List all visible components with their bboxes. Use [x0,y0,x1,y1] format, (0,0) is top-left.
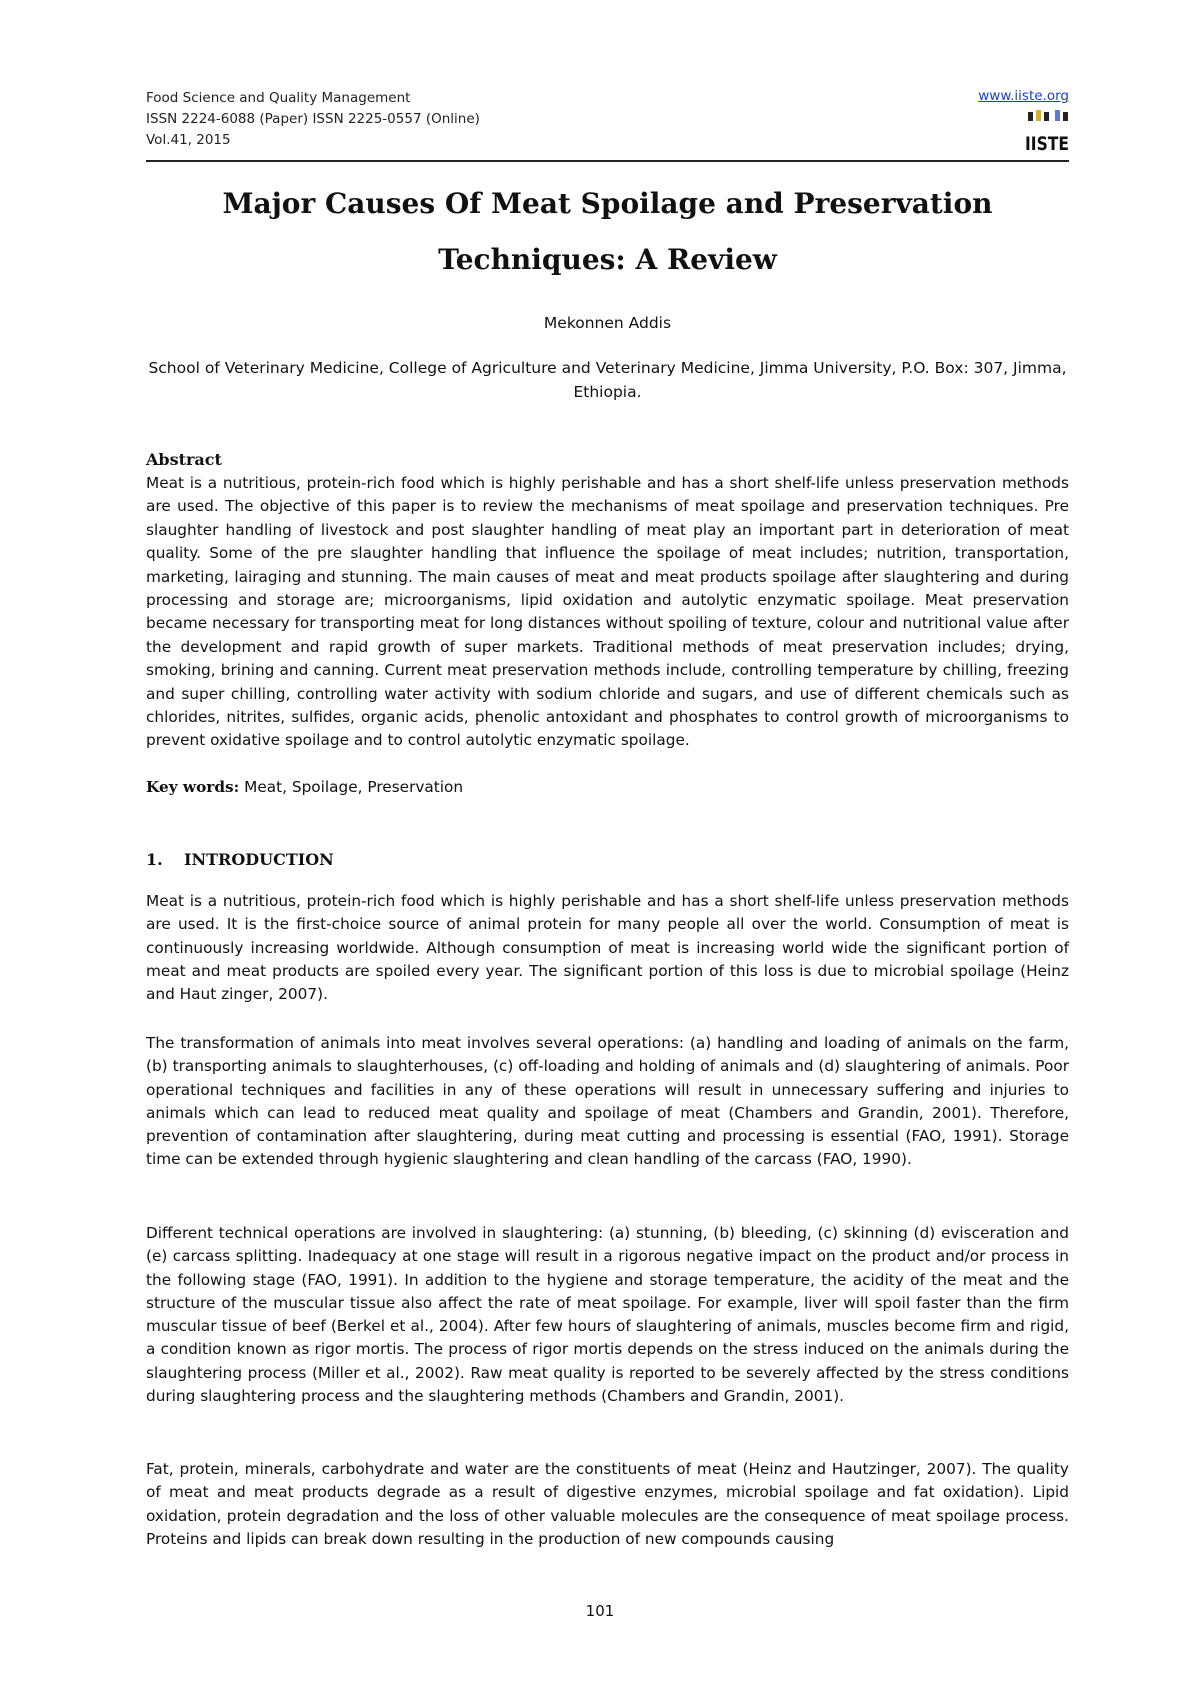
journal-website-link[interactable]: www.iiste.org [978,88,1069,104]
abstract-text: Meat is a nutritious, protein-rich food which is highly perishable and has a short shelf-life unless preservation methods are used. The objective of this paper is to review the mechanisms of meat spoilage and preservation techniques. Pre slaughter handling of livestock and post slaughter handling of meat play an important part in deterioration of meat quality. Some of the pre slaughter handling that influence the spoilage of meat includes; nutrition, transportation, marketing, lairaging and stunning. The main causes of meat and meat products spoilage after slaughtering and during processing and storage are; microorganisms, lipid oxidation and autolytic enzymatic spoilage. Meat preservation became necessary for transporting meat for long distances without spoiling of texture, colour and nutritional value after the development and rapid growth of super markets. Traditional methods of meat preservation includes; drying, smoking, brining and canning. Current meat preservation methods include, controlling temperature by chilling, freezing and super chilling, controlling water activity with sodium chloride and sugars, and use of different chemicals such as chlorides, nitrites, sulfides, organic acids, phenolic antoxidant and phosphates to control growth of microorganisms to prevent oxidative spoilage and to control autolytic enzymatic spoilage. [146,474,1070,750]
abstract-heading: Abstract [146,450,222,469]
section-heading [146,850,334,869]
journal-name: Food Science and Quality Management [146,90,411,106]
author-affiliation: School of Veterinary Medicine, College of Agriculture and Veterinary Medicine, Jimma University, P.O. Box: 307, Jimma, Ethiopia. [148,359,1067,401]
header-rule [146,160,1069,162]
logo-text: IISTE [1025,133,1069,155]
iiste-logo [1024,110,1070,154]
keywords-list: Meat, Spoilage, Preservation [244,778,464,796]
keywords [146,778,463,796]
keywords-label: Key words: [146,778,240,796]
body-paragraph: Different technical operations are involved in slaughtering: (a) stunning, (b) bleeding, (c) skinning (d) evisceration and (e) carcass splitting. Inadequacy at one stage will result in a rigorous negative impact on the product and/or process in the following stage (FAO, 1991). In addition to the hygiene and storage temperature, the acidity of the meat and the structure of the muscular tissue also affect the rate of meat spoilage. For example, liver will spoil faster than the firm muscular tissue of beef (Berkel et al., 2004). After few hours of slaughtering of animals, muscles become firm and rigid, a condition known as rigor mortis. The process of rigor mortis depends on the stress induced on the animals during the slaughtering process (Miller et al., 2002). Raw meat quality is reported to be severely affected by the stress conditions during slaughtering process and the slaughtering methods (Chambers and Grandin, 2001). [146,1224,1069,1406]
body-paragraph: The transformation of animals into meat involves several operations: (a) handling and loading of animals on the farm, (b) transporting animals to slaughterhouses, (c) off-loading and holding of animals and (d) slaughtering of animals. Poor operational techniques and facilities in any of these operations will result in unnecessary suffering and injuries to animals which can lead to reduced meat quality and spoilage of meat (Chambers and Grandin, 2001). Therefore, prevention of contamination after slaughtering, during meat cutting and processing is essential (FAO, 1991). Storage time can be extended through hygienic slaughtering and clean handling of the carcass (FAO, 1990). [146,1034,1069,1169]
body-paragraph: Fat, protein, minerals, carbohydrate and water are the constituents of meat (Heinz and Hautzinger, 2007). The quality of meat and meat products degrade as a result of digestive enzymes, microbial spoilage and fat oxidation). Lipid oxidation, protein degradation and the loss of other valuable molecules are the consequence of meat spoilage process. Proteins and lipids can break down resulting in the production of new compounds causing [146,1460,1069,1548]
body-paragraph: Meat is a nutritious, protein-rich food which is highly perishable and has a short shelf-life unless preservation methods are used. It is the first-choice source of animal protein for many people all over the world. Consumption of meat is continuously increasing worldwide. Although consumption of meat is increasing world wide the significant portion of meat and meat products are spoiled every year. The significant portion of this loss is due to microbial spoilage (Heinz and Haut zinger, 2007). [146,892,1069,1004]
section-number: 1. [146,850,163,869]
page-number: 101 [585,1602,615,1620]
journal-issn: ISSN 2224-6088 (Paper) ISSN 2225-0557 (Online) [146,111,480,127]
journal-header [146,88,480,151]
journal-volume: Vol.41, 2015 [146,132,231,148]
author-name: Mekonnen Addis [543,314,672,332]
section-title: INTRODUCTION [184,850,334,869]
paper-title: Major Causes Of Meat Spoilage and Preservation Techniques: A Review [222,187,993,276]
